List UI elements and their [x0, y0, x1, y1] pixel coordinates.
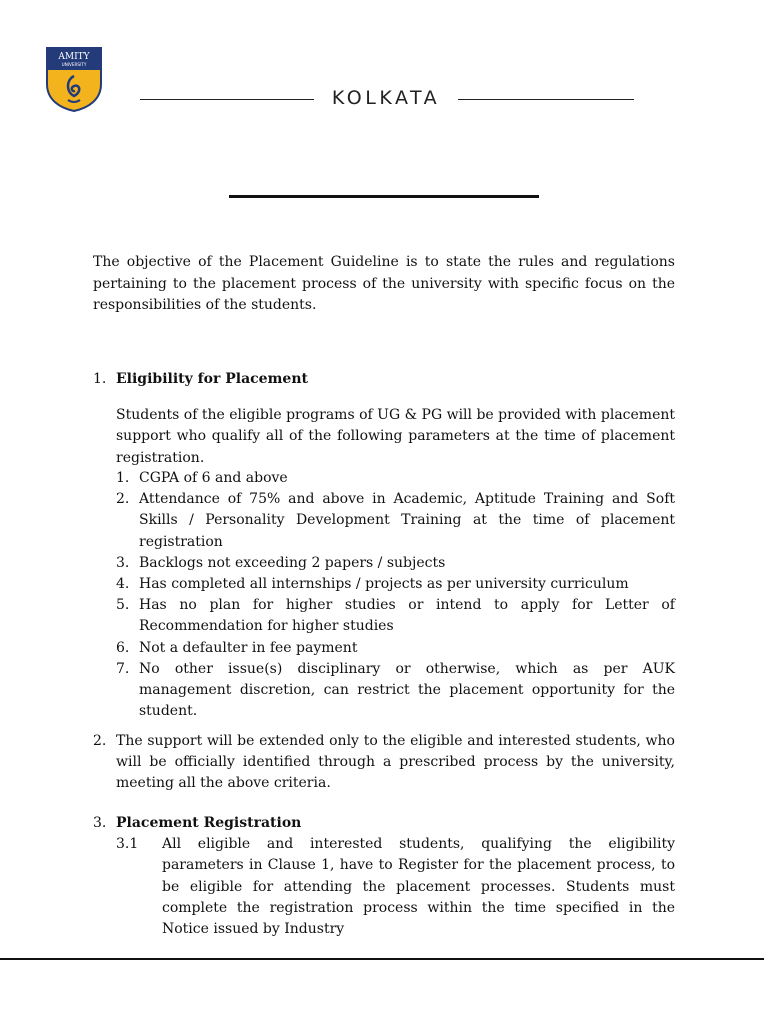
eligibility-list	[116, 468, 675, 722]
section-1-heading: Eligibility for Placement	[116, 371, 308, 387]
list-item-text: CGPA of 6 and above	[139, 470, 288, 486]
list-item-number: 3.	[116, 554, 130, 571]
shield-logo-icon	[44, 46, 104, 112]
section-2-number: 2.	[93, 733, 107, 749]
section-2-text: The support will be extended only to the eligible and interested students, who will be officially identified through a prescribed process by the university, meeting all the above criteria.	[116, 733, 675, 791]
list-item-text: Not a defaulter in fee payment	[139, 639, 358, 656]
header-rule-left	[140, 99, 314, 100]
amity-university-logo	[44, 46, 104, 112]
list-item-number: 4.	[116, 576, 130, 593]
list-item-number: 6.	[116, 639, 130, 656]
list-item	[116, 489, 675, 553]
list-item	[116, 659, 675, 723]
campus-title: KOLKATA	[331, 87, 441, 109]
list-item-number: 5.	[116, 597, 130, 614]
footer-rule	[0, 958, 764, 960]
header-rule-right	[458, 99, 634, 100]
section-1-body: Students of the eligible programs of UG & PG will be provided with placement support who qualify all of the following parameters at the time of placement registration.	[116, 407, 675, 466]
list-item-text: Has no plan for higher studies or intend to apply for Letter of Recommendation for higher studies	[139, 597, 675, 635]
list-item-text: No other issue(s) disciplinary or otherwise, which as per AUK management discretion, can restrict the placement opportunity for the student.	[139, 660, 675, 720]
logo-text-university: UNIVERSITY	[61, 62, 87, 67]
list-item-number: 1.	[116, 470, 130, 486]
section-1-number: 1.	[93, 371, 107, 387]
list-item-text: Has completed all internships / projects as per university curriculum	[139, 576, 629, 593]
list-item-text: Attendance of 75% and above in Academic, Aptitude Training and Soft Skills / Personality Development Training at the time of placement registration	[139, 491, 675, 550]
list-item	[116, 553, 675, 574]
section-3-number: 3.	[93, 815, 107, 831]
list-item	[116, 638, 675, 659]
subsection-3-1-number: 3.1	[116, 836, 139, 852]
logo-text-amity: AMITY	[58, 52, 90, 62]
list-item-text: Backlogs not exceeding 2 papers / subjects	[139, 554, 446, 571]
intro-paragraph: The objective of the Placement Guideline is to state the rules and regulations pertaining to the placement process of the university with specific focus on the responsibilities of the students.	[93, 254, 675, 313]
list-item-number: 2.	[116, 491, 130, 508]
section-3-heading: Placement Registration	[116, 815, 302, 831]
list-item	[116, 574, 675, 595]
list-item	[116, 468, 675, 489]
subsection-3-1-text: All eligible and interested students, qualifying the eligibility parameters in Clause 1, have to Register for the placement process, to be eligible for attending the placement processes. Students must complete the registration process within the time specified in the Notice issued by Industry	[162, 836, 675, 938]
list-item	[116, 595, 675, 637]
title-underline	[229, 195, 539, 198]
list-item-number: 7.	[116, 660, 130, 677]
